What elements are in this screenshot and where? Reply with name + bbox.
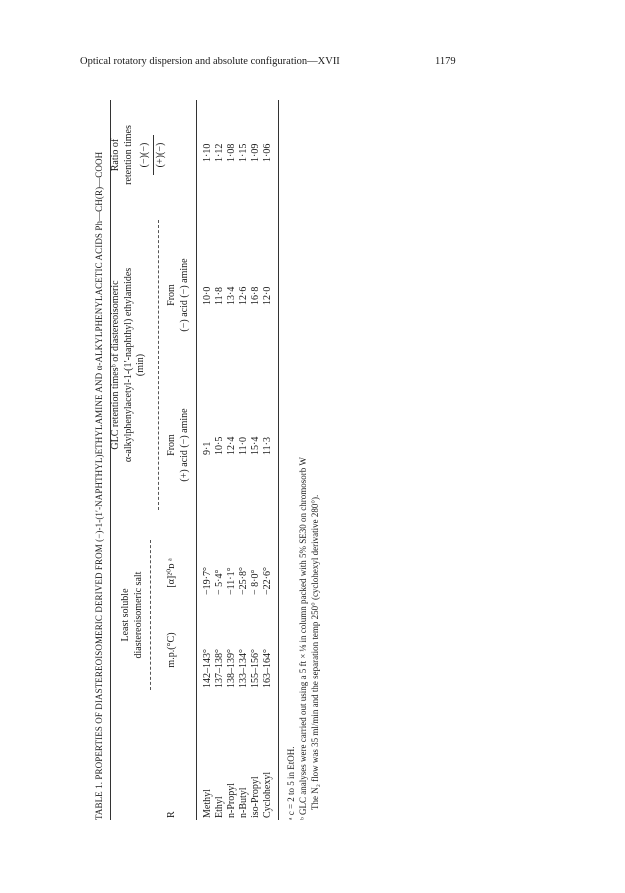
cell-alpha: −11·1° [226,567,237,595]
cell-mp: 163–164° [262,649,273,688]
cell-mp: 142–143° [202,649,213,688]
cell-r: n-Propyl [226,783,237,818]
cell-from-minus: 16·8 [250,286,261,305]
cell-from-plus: 10·5 [214,436,225,455]
cell-alpha: −22·6° [262,567,273,595]
header-salt-line2: diastereoisomeric salt [132,571,144,659]
header-from-minus-line2: (−) acid (−) amine [178,258,190,332]
cell-mp: 137–138° [214,649,225,688]
header-glc-line2: α-alkylphenylacetyl-1-(1′-naphthyl) ethylamides [122,267,134,463]
salt-group-rule [150,540,151,690]
table-caption: TABLE 1. PROPERTIES OF DIASTEREOISOMERIC DERIVED FROM (−)-1-(1′-NAPHTHYL)ETHYLAMINE AND α-ALKYLPHENYLACETIC ACIDS Ph—CH(R)—COOH [94,151,104,820]
cell-alpha: − 8·0° [250,569,261,595]
glc-group-rule [158,220,159,510]
header-ratio-line1: Ratio of [110,138,121,172]
running-title: Optical rotatory dispersion and absolute configuration—XVII [80,56,340,67]
header-glc-group [110,220,148,510]
header-from-minus [166,230,191,360]
cell-from-plus: 15·4 [250,436,261,455]
cell-from-minus: 11·8 [214,287,225,305]
cell-r: Methyl [202,789,213,818]
footnote-b: ᵇ GLC analyses were carried out using a 5 ft × ⅛ in column packed with 5% SE30 on chromosorb W [298,457,308,820]
cell-r: iso-Propyl [250,776,261,818]
cell-alpha: − 5·4° [214,569,225,595]
cell-mp: 133–134° [238,649,249,688]
header-from-minus-line1: From [166,284,177,306]
cell-mp: 138–139° [226,649,237,688]
cell-r: n-Butyl [238,787,249,818]
header-ratio-line2: retention times [122,125,134,185]
header-salt-line1: Least soluble [120,588,131,642]
page-number: 1179 [435,56,456,67]
cell-from-minus: 12·0 [262,286,273,305]
table-bottom-rule [278,100,279,820]
footnote-b-continued: The N₂ flow was 35 ml/min and the separation temp 250° (cyclohexyl derivative 280°). [310,494,320,810]
cell-ratio: 1·09 [250,143,261,162]
header-salt-group [120,540,145,690]
header-ratio-numerator: (−)(−) [139,142,150,168]
header-glc-line1: GLC retention timesᵇ of diastereoisomeric [110,280,121,450]
header-r: R [166,811,177,818]
cell-from-plus: 12·4 [226,436,237,455]
header-mp: m.p.(°C) [166,632,177,668]
cell-r: Cyclohexyl [262,771,273,818]
header-from-plus-line1: From [166,434,177,456]
cell-r: Ethyl [214,796,225,818]
footnote-a: ᵃ c = 2 to 5 in EtOH. [286,746,296,820]
cell-from-minus: 12·6 [238,286,249,305]
fraction-bar [153,135,154,175]
header-ratio-denominator: (+)(−) [154,142,166,168]
header-from-plus [166,380,191,510]
header-alpha: [α]²⁰ᴅ ᵃ [166,558,177,588]
cell-from-plus: 11·0 [238,437,249,455]
cell-ratio: 1·10 [202,143,213,162]
cell-from-plus: 11·3 [262,437,273,455]
rotated-table [94,100,344,840]
cell-ratio: 1·12 [214,143,225,162]
header-glc-line3: (min) [135,353,146,377]
cell-from-minus: 13·4 [226,286,237,305]
header-ratio-group [110,110,167,200]
header-bottom-rule [196,100,197,820]
cell-alpha: −25·8° [238,567,249,595]
cell-alpha: −19·7° [202,567,213,595]
cell-ratio: 1·15 [238,143,249,162]
cell-ratio: 1·08 [226,143,237,162]
cell-from-plus: 9·1 [202,441,213,455]
cell-mp: 155–156° [250,649,261,688]
header-from-plus-line2: (+) acid (−) amine [178,408,190,482]
cell-ratio: 1·06 [262,143,273,162]
cell-from-minus: 10·0 [202,286,213,305]
